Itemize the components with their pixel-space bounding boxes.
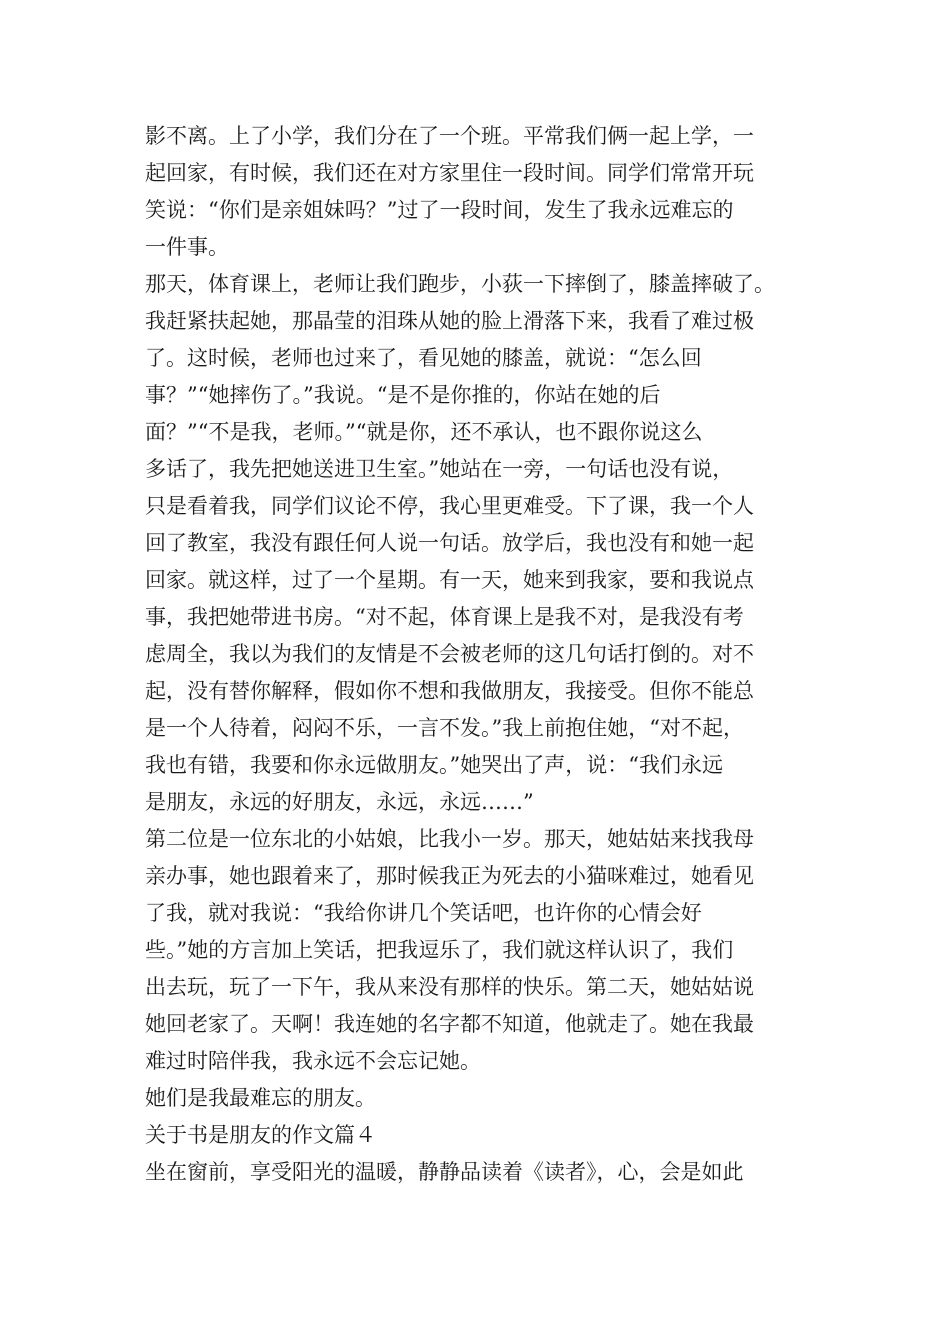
text-line: 起回家，有时候，我们还在对方家里住一段时间。同学们常常开玩 xyxy=(145,161,754,185)
text-line: 回了教室，我没有跟任何人说一句话。放学后，我也没有和她一起 xyxy=(145,531,754,555)
text-line: 出去玩，玩了一下午，我从来没有那样的快乐。第二天，她姑姑说 xyxy=(145,975,754,999)
text-line: 多话了，我先把她送进卫生室。”她站在一旁，一句话也没有说， xyxy=(145,457,734,481)
text-line: 我赶紧扶起她，那晶莹的泪珠从她的脸上滑落下来，我看了难过极 xyxy=(145,309,754,333)
text-line: 我也有错，我要和你永远做朋友。”她哭出了声，说：“我们永远 xyxy=(145,753,723,777)
text-line: 些。”她的方言加上笑话，把我逗乐了，我们就这样认识了，我们 xyxy=(145,938,734,962)
text-line: 了我，就对我说：“我给你讲几个笑话吧，也许你的心情会好 xyxy=(145,901,702,925)
text-line: 虑周全，我以为我们的友情是不会被老师的这几句话打倒的。对不 xyxy=(145,642,754,666)
text-line: 第二位是一位东北的小姑娘，比我小一岁。那天，她姑姑来找我母 xyxy=(145,827,754,851)
text-line: 事？”“她摔伤了。”我说。“是不是你推的，你站在她的后 xyxy=(145,383,661,407)
text-line: 只是看着我，同学们议论不停，我心里更难受。下了课，我一个人 xyxy=(145,494,754,518)
text-line: 了。这时候，老师也过来了，看见她的膝盖，就说：“怎么回 xyxy=(145,346,702,370)
text-line: 是一个人待着，闷闷不乐，一言不发。”我上前抱住她，“对不起， xyxy=(145,716,744,740)
text-line: 事，我把她带进书房。“对不起，体育课上是我不对，是我没有考 xyxy=(145,605,744,629)
text-line: 亲办事，她也跟着来了，那时候我正为死去的小猫咪难过，她看见 xyxy=(145,864,754,888)
text-line: 笑说：“你们是亲姐妹吗？”过了一段时间，发生了我永远难忘的 xyxy=(145,198,734,222)
text-line: 影不离。上了小学，我们分在了一个班。平常我们俩一起上学，一 xyxy=(145,124,754,148)
text-line: 是朋友，永远的好朋友，永远，永远……” xyxy=(145,790,534,814)
section-heading: 关于书是朋友的作文篇４ xyxy=(145,1123,376,1147)
text-line: 她回老家了。天啊！我连她的名字都不知道，他就走了。她在我最 xyxy=(145,1012,754,1036)
text-line: 她们是我最难忘的朋友。 xyxy=(145,1086,376,1110)
text-line: 面？”“不是我，老师。”“就是你，还不承认，也不跟你说这么 xyxy=(145,420,703,444)
text-line: 难过时陪伴我，我永远不会忘记她。 xyxy=(145,1049,481,1073)
text-line: 那天，体育课上，老师让我们跑步，小荻一下摔倒了，膝盖摔破了。 xyxy=(145,272,775,296)
document-body xyxy=(145,118,825,1191)
text-line: 起，没有替你解释，假如你不想和我做朋友，我接受。但你不能总 xyxy=(145,679,754,703)
text-line: 一件事。 xyxy=(145,235,229,259)
text-line: 回家。就这样，过了一个星期。有一天，她来到我家，要和我说点 xyxy=(145,568,754,592)
text-line: 坐在窗前，享受阳光的温暖，静静品读着《读者》，心，会是如此 xyxy=(145,1160,744,1184)
